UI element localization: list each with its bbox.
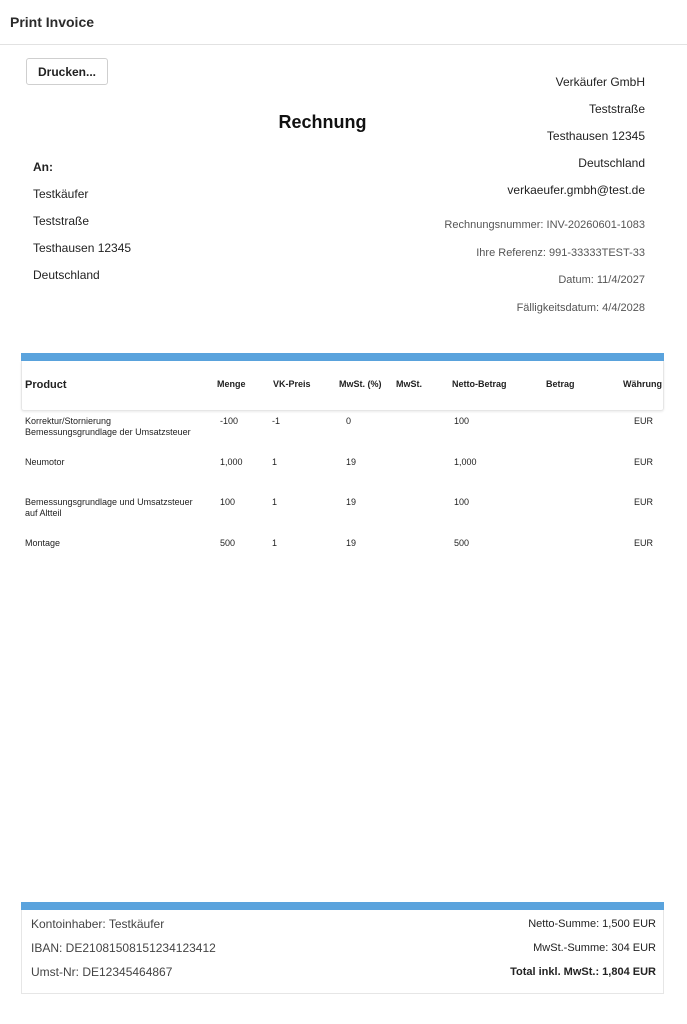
cell-product: Montage: [25, 537, 61, 548]
cell-waehrung: EUR: [634, 456, 654, 467]
cell-product: Bemessungsgrundlage und Umsatzsteuer auf Altteil: [25, 497, 193, 518]
cell-netto: 100: [454, 416, 470, 426]
column-header-mwst-pct: MwSt. (%): [339, 379, 382, 389]
seller-email: verkaeufer.gmbh@test.de: [507, 183, 645, 197]
table-row: [21, 452, 664, 493]
cell-vk-preis: -1: [272, 416, 281, 426]
cell-menge: 500: [220, 537, 236, 548]
footer-accent-bar: [21, 902, 664, 910]
buyer-country: Deutschland: [33, 268, 100, 282]
seller-country: Deutschland: [578, 156, 645, 170]
cell-mwst-pct: 19: [346, 456, 357, 467]
column-header-betrag: Betrag: [546, 379, 575, 389]
buyer-street: Teststraße: [33, 214, 90, 228]
cell-mwst-pct: 0: [346, 416, 352, 426]
vat-total: MwSt.-Summe: 304 EUR: [533, 942, 656, 954]
dialog-title: Print Invoice: [10, 14, 95, 30]
invoice-date: Datum: 11/4/2027: [558, 274, 645, 286]
invoice-due-date: Fälligkeitsdatum: 4/4/2028: [516, 301, 645, 314]
column-header-vk-preis: VK-Preis: [273, 379, 311, 389]
cell-menge: 1,000: [220, 456, 243, 467]
cell-product: Korrektur/Stornierung Bemessungsgrundlage der Umsatzsteuer: [25, 416, 191, 437]
cell-waehrung: EUR: [634, 497, 654, 507]
cell-waehrung: EUR: [634, 537, 654, 548]
cell-menge: 100: [220, 497, 236, 507]
cell-netto: 1,000: [454, 456, 477, 467]
table-row: [21, 492, 664, 533]
table-row: [21, 533, 664, 574]
cell-mwst-pct: 19: [346, 497, 357, 507]
column-header-waehrung: Währung: [623, 379, 662, 389]
column-header-netto: Netto-Betrag: [452, 379, 507, 389]
bank-details: [31, 917, 216, 989]
cell-vk-preis: 1: [272, 497, 278, 507]
buyer-heading: An:: [33, 160, 53, 174]
cell-mwst-pct: 19: [346, 537, 357, 548]
account-holder: Kontoinhaber: Testkäufer: [31, 917, 165, 931]
print-button[interactable]: Drucken...: [26, 58, 108, 85]
cell-menge: -100: [220, 416, 239, 426]
invoice-number: Rechnungsnummer: INV-20260601-1083: [444, 219, 645, 231]
cell-waehrung: EUR: [634, 416, 654, 426]
invoice-lines: [21, 411, 664, 573]
cell-vk-preis: 1: [272, 456, 278, 467]
buyer-name: Testkäufer: [33, 187, 89, 201]
seller-street: Teststraße: [588, 102, 645, 116]
cell-netto: 100: [454, 497, 470, 507]
net-total: Netto-Summe: 1,500 EUR: [528, 918, 656, 930]
seller-address: [507, 74, 645, 209]
invoice-footer: [21, 910, 664, 994]
iban: IBAN: DE21081508151234123412: [31, 941, 216, 955]
seller-city: Testhausen 12345: [546, 129, 645, 143]
table-accent-bar: [21, 353, 664, 361]
invoice-reference: Ihre Referenz: 991-33333TEST-33: [476, 246, 645, 259]
vat-id: Umst-Nr: DE12345464867: [31, 965, 173, 979]
grand-total: Total inkl. MwSt.: 1,804 EUR: [510, 966, 656, 978]
invoice-totals: [510, 917, 656, 989]
column-header-mwst: MwSt.: [396, 379, 422, 389]
cell-vk-preis: 1: [272, 537, 278, 548]
dialog-titlebar: [0, 0, 687, 45]
column-header-menge: Menge: [217, 379, 246, 389]
table-header: [21, 361, 664, 411]
invoice-title: Rechnung: [278, 112, 367, 132]
buyer-city: Testhausen 12345: [33, 241, 132, 255]
buyer-address: [33, 160, 131, 295]
column-header-product: Product: [25, 379, 67, 391]
invoice-meta: [444, 218, 645, 328]
cell-netto: 500: [454, 537, 470, 548]
cell-product: Neumotor: [25, 456, 65, 467]
table-row: [21, 411, 664, 452]
seller-name: Verkäufer GmbH: [555, 75, 645, 89]
